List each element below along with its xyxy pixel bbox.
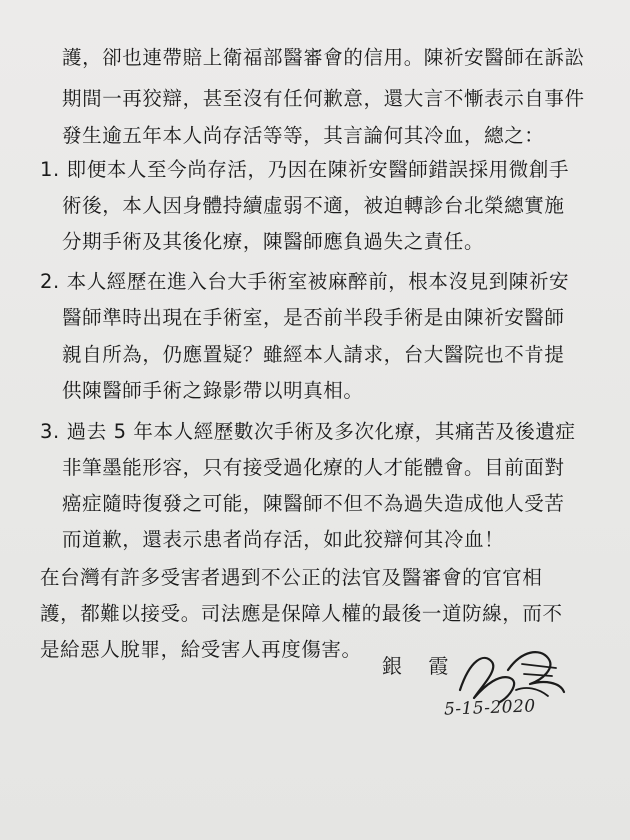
letter-line: 1. 即便本人至今尚存活，乃因在陳祈安醫師錯誤採用微創手 <box>40 158 570 181</box>
letter-line: 發生逾五年本人尚存活等等，其言論何其冷血，總之： <box>62 124 545 147</box>
letter-line: 而道歉，還表示患者尚存活，如此狡辯何其冷血！ <box>62 528 505 551</box>
letter-line: 護，卻也連帶賠上衛福部醫審會的信用。陳祈安醫師在訴訟 <box>62 46 585 69</box>
letter-line: 術後，本人因身體持續虛弱不適，被迫轉診台北榮總實施 <box>62 194 565 217</box>
printed-signature-name: 銀 霞 <box>382 654 459 678</box>
letter-line: 親自所為，仍應置疑？雖經本人請求，台大醫院也不肯提 <box>62 343 565 366</box>
letter-line: 是給惡人脫罪，給受害人再度傷害。 <box>40 638 362 661</box>
letter-line: 2. 本人經歷在進入台大手術室被麻醉前，根本沒見到陳祈安 <box>40 270 570 293</box>
letter-line: 分期手術及其後化療，陳醫師應負過失之責任。 <box>62 230 485 253</box>
letter-line: 非筆墨能形容，只有接受過化療的人才能體會。目前面對 <box>62 456 565 479</box>
letter-line: 3. 過去 5 年本人經歷數次手術及多次化療，其痛苦及後遺症 <box>40 420 576 443</box>
letter-line: 醫師準時出現在手術室，是否前半段手術是由陳祈安醫師 <box>62 306 565 329</box>
letter-line: 供陳醫師手術之錄影帶以明真相。 <box>62 379 364 402</box>
letter-line: 在台灣有許多受害者遇到不公正的法官及醫審會的官官相 <box>40 566 543 589</box>
letter-line: 癌症隨時復發之可能，陳醫師不但不為過失造成他人受苦 <box>62 492 565 515</box>
letter-line: 期間一再狡辯，甚至沒有任何歉意，還大言不慚表示自事件 <box>62 87 585 110</box>
signature-date: 5-15-2020 <box>443 696 537 720</box>
letter-line: 護，都難以接受。司法應是保障人權的最後一道防線，而不 <box>40 602 563 625</box>
